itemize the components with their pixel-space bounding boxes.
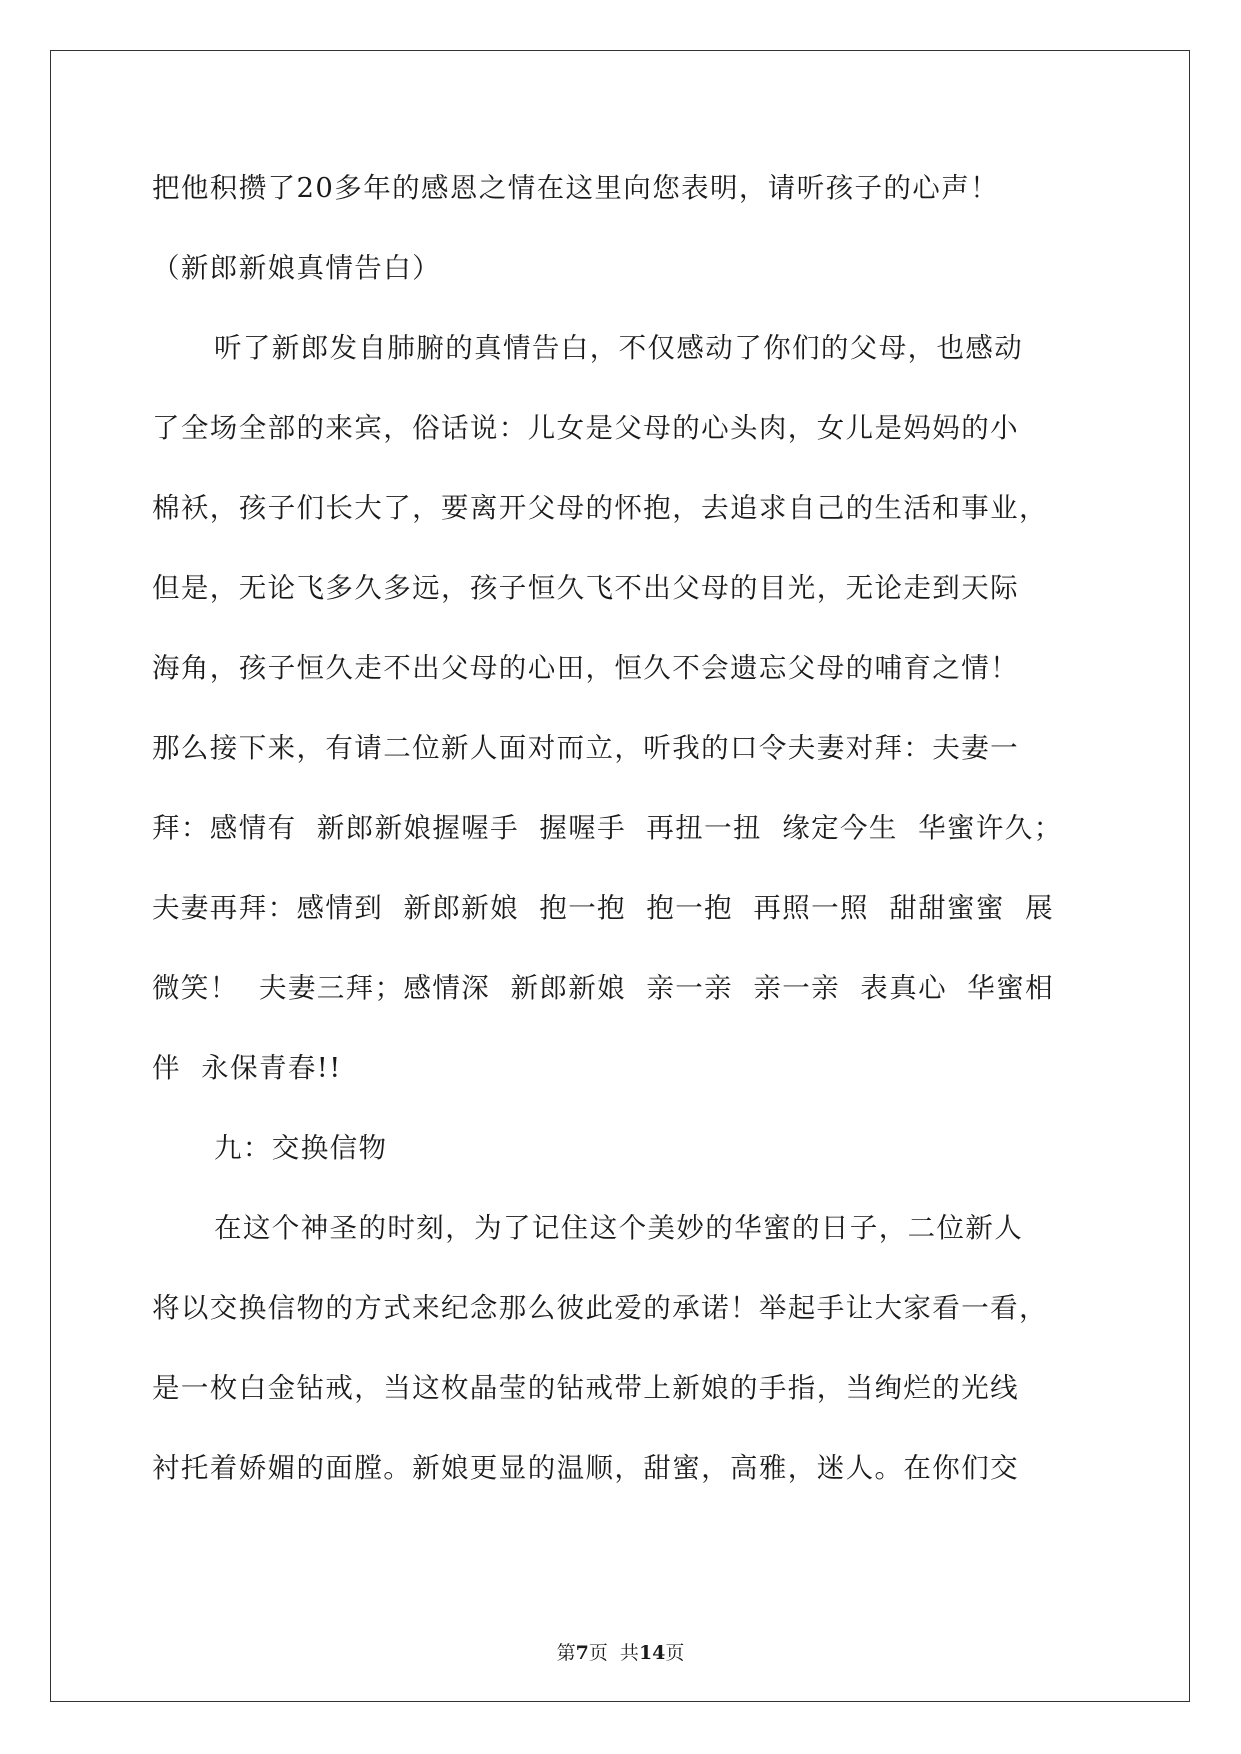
document-body (152, 160, 1092, 1520)
paragraph-line: 听了新郎发自肺腑的真情告白，不仅感动了你们的父母，也感动 (214, 332, 1024, 364)
paragraph-line: 衬托着娇媚的面膛。新娘更显的温顺，甜蜜，高雅，迷人。在你们交 (152, 1452, 1019, 1484)
footer-total-pages: 14 (638, 1642, 666, 1664)
paragraph-line: 但是，无论飞多久多远，孩子恒久飞不出父母的目光，无论走到天际 (152, 572, 1019, 604)
paragraph-line: 海角，孩子恒久走不出父母的心田，恒久不会遗忘父母的哺育之情！ (152, 652, 1019, 684)
section-heading: 九：交换信物 (214, 1132, 388, 1164)
paragraph-line: 将以交换信物的方式来纪念那么彼此爱的承诺！举起手让大家看一看， (152, 1292, 1048, 1324)
paragraph-line: 夫妻再拜：感情到 新郎新娘 抱一抱 抱一抱 再照一照 甜甜蜜蜜 展 (152, 892, 1054, 924)
footer-suffix: 页 (665, 1642, 685, 1664)
paragraph-line: 了全场全部的来宾，俗话说：儿女是父母的心头肉，女儿是妈妈的小 (152, 412, 1019, 444)
page-footer (0, 1638, 1241, 1665)
paragraph-line: 拜：感情有 新郎新娘握喔手 握喔手 再扭一扭 缘定今生 华蜜许久； (152, 812, 1063, 844)
footer-middle: 页 共 (588, 1642, 639, 1664)
paragraph-line: 把他积攒了20多年的感恩之情在这里向您表明，请听孩子的心声！ (152, 172, 999, 204)
footer-prefix: 第 (556, 1642, 576, 1664)
paragraph-line: 伴 永保青春!! (152, 1052, 342, 1084)
footer-page-number: 7 (575, 1642, 589, 1664)
paragraph-line: （新郎新娘真情告白） (152, 252, 441, 284)
paragraph-line: 在这个神圣的时刻，为了记住这个美妙的华蜜的日子，二位新人 (214, 1212, 1024, 1244)
paragraph-line: 是一枚白金钻戒，当这枚晶莹的钻戒带上新娘的手指，当绚烂的光线 (152, 1372, 1019, 1404)
paragraph-line: 那么接下来，有请二位新人面对而立，听我的口令夫妻对拜：夫妻一 (152, 732, 1019, 764)
paragraph-line: 棉袄，孩子们长大了，要离开父母的怀抱，去追求自己的生活和事业， (152, 492, 1048, 524)
paragraph-line: 微笑！ 夫妻三拜；感情深 新郎新娘 亲一亲 亲一亲 表真心 华蜜相 (152, 972, 1054, 1004)
